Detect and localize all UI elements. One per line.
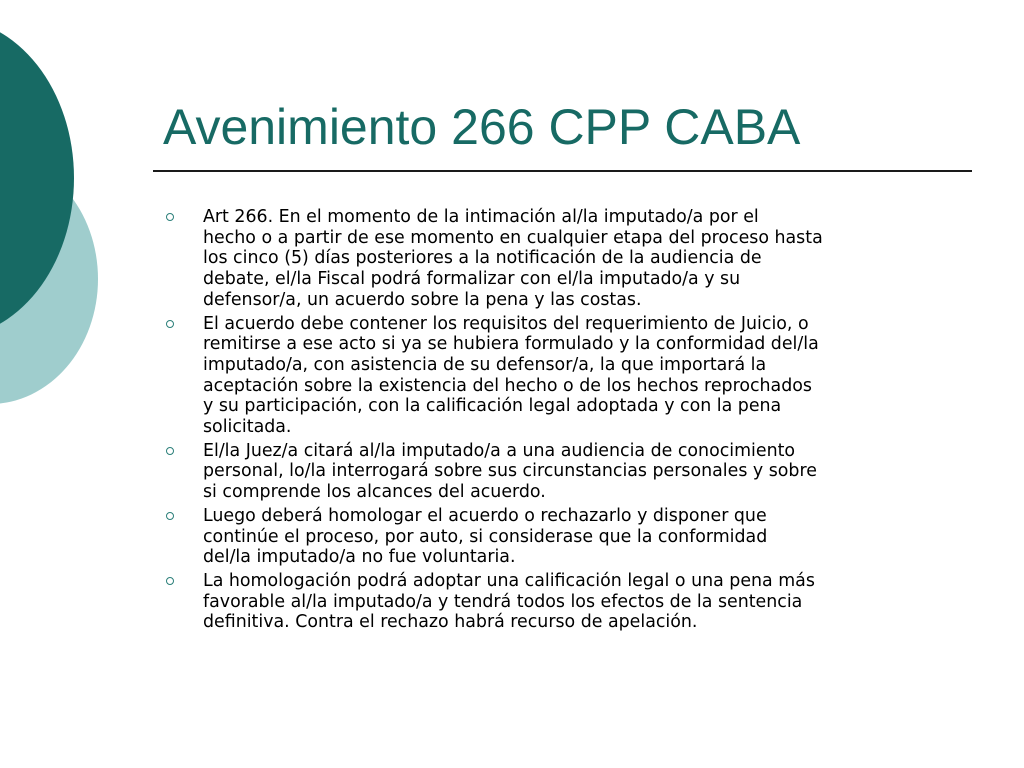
- title-underline-rule: [153, 170, 972, 172]
- bullet-item: [160, 571, 980, 633]
- bullet-text-line: El/la Juez/a citará al/la imputado/a a una audiencia de conocimiento: [203, 440, 796, 461]
- bullet-text-line: si comprende los alcances del acuerdo.: [203, 482, 546, 503]
- bullet-text-line: Art 266. En el momento de la intimación al/la imputado/a por el: [203, 207, 759, 227]
- bullet-item: [160, 314, 980, 438]
- slide-title: Avenimiento 266 CPP CABA: [163, 99, 801, 155]
- bullet-text-line: solicitada.: [203, 417, 292, 438]
- bullet-text-line: imputado/a, con asistencia de su defensor/a, la que importará la: [203, 354, 767, 375]
- bullet-text-line: favorable al/la imputado/a y tendrá todos los efectos de la sentencia: [203, 591, 803, 612]
- bullet-text-line: continúe el proceso, por auto, si considerase que la conformidad: [203, 526, 768, 547]
- bullet-text-line: los cinco (5) días posteriores a la notificación de la audiencia de: [203, 248, 762, 269]
- bullet-text-line: personal, lo/la interrogará sobre sus circunstancias personales y sobre: [203, 461, 817, 482]
- hollow-circle-bullet-icon: [166, 512, 174, 520]
- bullet-text-line: defensor/a, un acuerdo sobre la pena y las costas.: [203, 289, 642, 310]
- hollow-circle-bullet-icon: [166, 320, 174, 328]
- bullet-item: [160, 506, 980, 568]
- hollow-circle-bullet-icon: [166, 447, 174, 455]
- bullet-list: [160, 207, 980, 636]
- bullet-text-line: hecho o a partir de ese momento en cualquier etapa del proceso hasta: [203, 227, 823, 248]
- bullet-item: [160, 207, 980, 311]
- bullet-text-line: definitiva. Contra el rechazo habrá recurso de apelación.: [203, 612, 698, 633]
- bullet-item: [160, 441, 980, 503]
- hollow-circle-bullet-icon: [166, 213, 174, 221]
- bullet-text-line: Luego deberá homologar el acuerdo o rechazarlo y disponer que: [203, 505, 767, 526]
- bullet-text-line: debate, el/la Fiscal podrá formalizar con el/la imputado/a y su: [203, 269, 741, 290]
- hollow-circle-bullet-icon: [166, 577, 174, 585]
- bullet-text-line: La homologación podrá adoptar una calificación legal o una pena más: [203, 570, 815, 591]
- bullet-text-line: del/la imputado/a no fue voluntaria.: [203, 547, 516, 568]
- bullet-text-line: y su participación, con la calificación legal adoptada y con la pena: [203, 396, 782, 417]
- bullet-text-line: aceptación sobre la existencia del hecho o de los hechos reprochados: [203, 375, 812, 396]
- bullet-text-line: remitirse a ese acto si ya se hubiera formulado y la conformidad del/la: [203, 334, 819, 355]
- bullet-text-line: El acuerdo debe contener los requisitos del requerimiento de Juicio, o: [203, 313, 809, 334]
